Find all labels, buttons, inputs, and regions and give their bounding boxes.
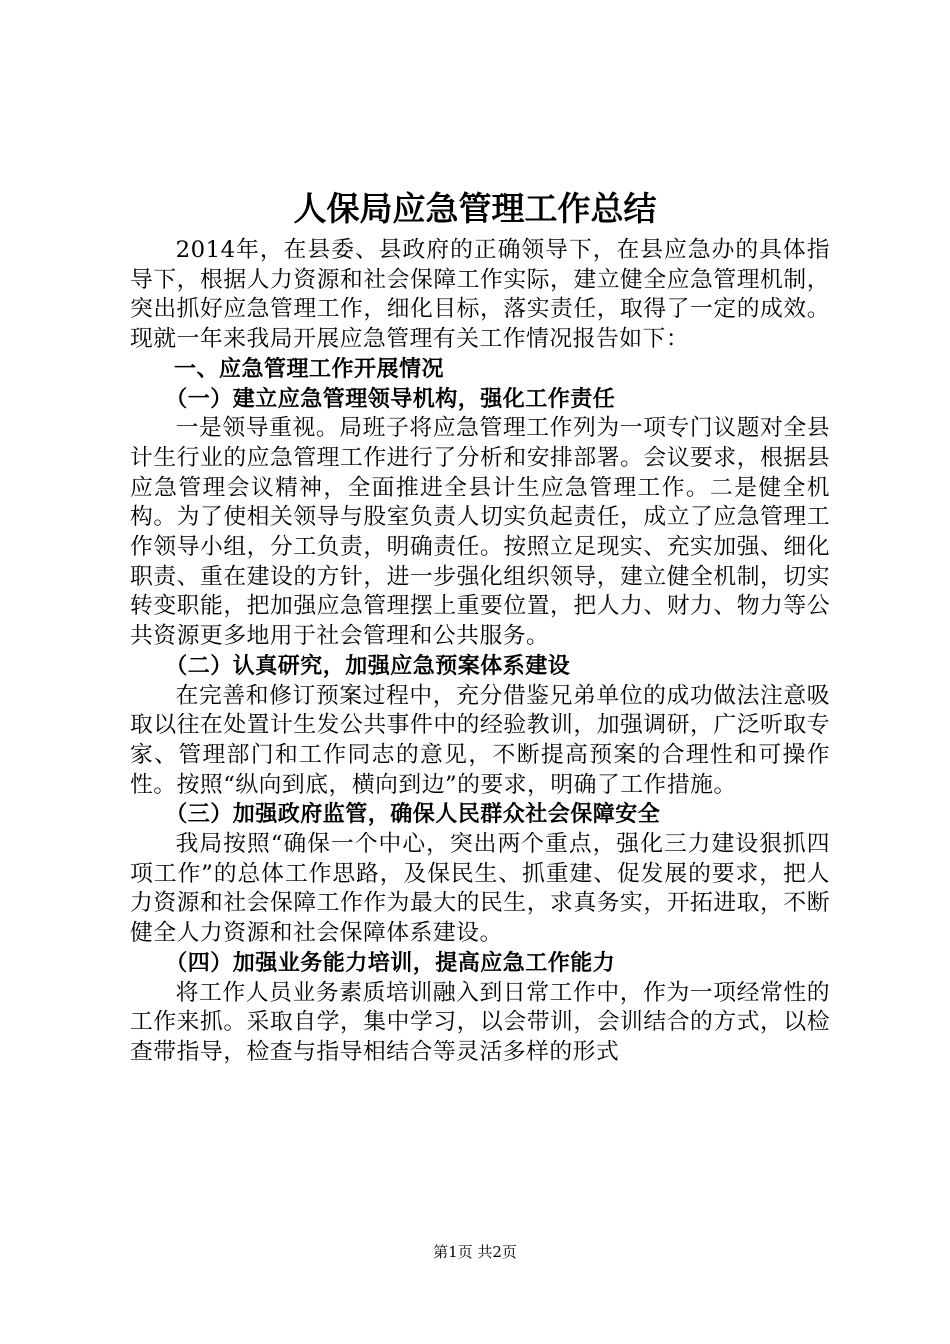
paragraph-intro: 2014年，在县委、县政府的正确领导下，在县应急办的具体指导下，根据人力资源和社会保障工作实际，建立健全应急管理机制，突出抓好应急管理工作，细化目标，落实责任，取得了一定的成效。现就一年来我局开展应急管理有关工作情况报告如下： <box>130 237 830 353</box>
subsection-heading-2: （二）认真研究，加强应急预案体系建设 <box>165 653 571 679</box>
subsection-heading-1: （一）建立应急管理领导机构，强化工作责任 <box>165 386 616 412</box>
document-body <box>130 236 830 1068</box>
document-title: 人保局应急管理工作总结 <box>293 189 657 228</box>
paragraph-body-4: 将工作人员业务素质培训融入到日常工作中，作为一项经常性的工作来抓。采取自学，集中学习，以会带训，会训结合的方式，以检查带指导，检查与指导相结合等灵活多样的形式 <box>130 979 830 1065</box>
section-heading-1: 一、应急管理工作开展情况 <box>174 356 445 382</box>
paragraph-body-3: 我局按照“确保一个中心，突出两个重点，强化三力建设狠抓四项工作”的总体工作思路，及保民生、抓重建、促发展的要求，把人力资源和社会保障工作作为最大的民生，求真务实，开拓进取，不断健全人力资源和社会保障体系建设。 <box>130 831 830 947</box>
page-footer: 第1页 共2页 <box>433 1243 517 1261</box>
paragraph-body-2: 在完善和修订预案过程中，充分借鉴兄弟单位的成功做法注意吸取以往在处置计生发公共事件中的经验教训，加强调研，广泛听取专家、管理部门和工作同志的意见，不断提高预案的合理性和可操作性。按照“纵向到底，横向到边”的要求，明确了工作措施。 <box>130 682 830 798</box>
subsection-heading-3: （三）加强政府监管，确保人民群众社会保障安全 <box>165 802 661 828</box>
paragraph-body-1: 一是领导重视。局班子将应急管理工作列为一项专门议题对全县计生行业的应急管理工作进行了分析和安排部署。会议要求，根据县应急管理会议精神，全面推进全县计生应急管理工作。二是健全机构。为了使相关领导与股室负责人切实负起责任，成立了应急管理工作领导小组，分工负责，明确责任。按照立足现实、充实加强、细化职责、重在建设的方针，进一步强化组织领导，建立健全机制，切实转变职能，把加强应急管理摆上重要位置，把人力、财力、物力等公共资源更多地用于社会管理和公共服务。 <box>130 415 830 650</box>
subsection-heading-4: （四）加强业务能力培训，提高应急工作能力 <box>165 950 616 976</box>
